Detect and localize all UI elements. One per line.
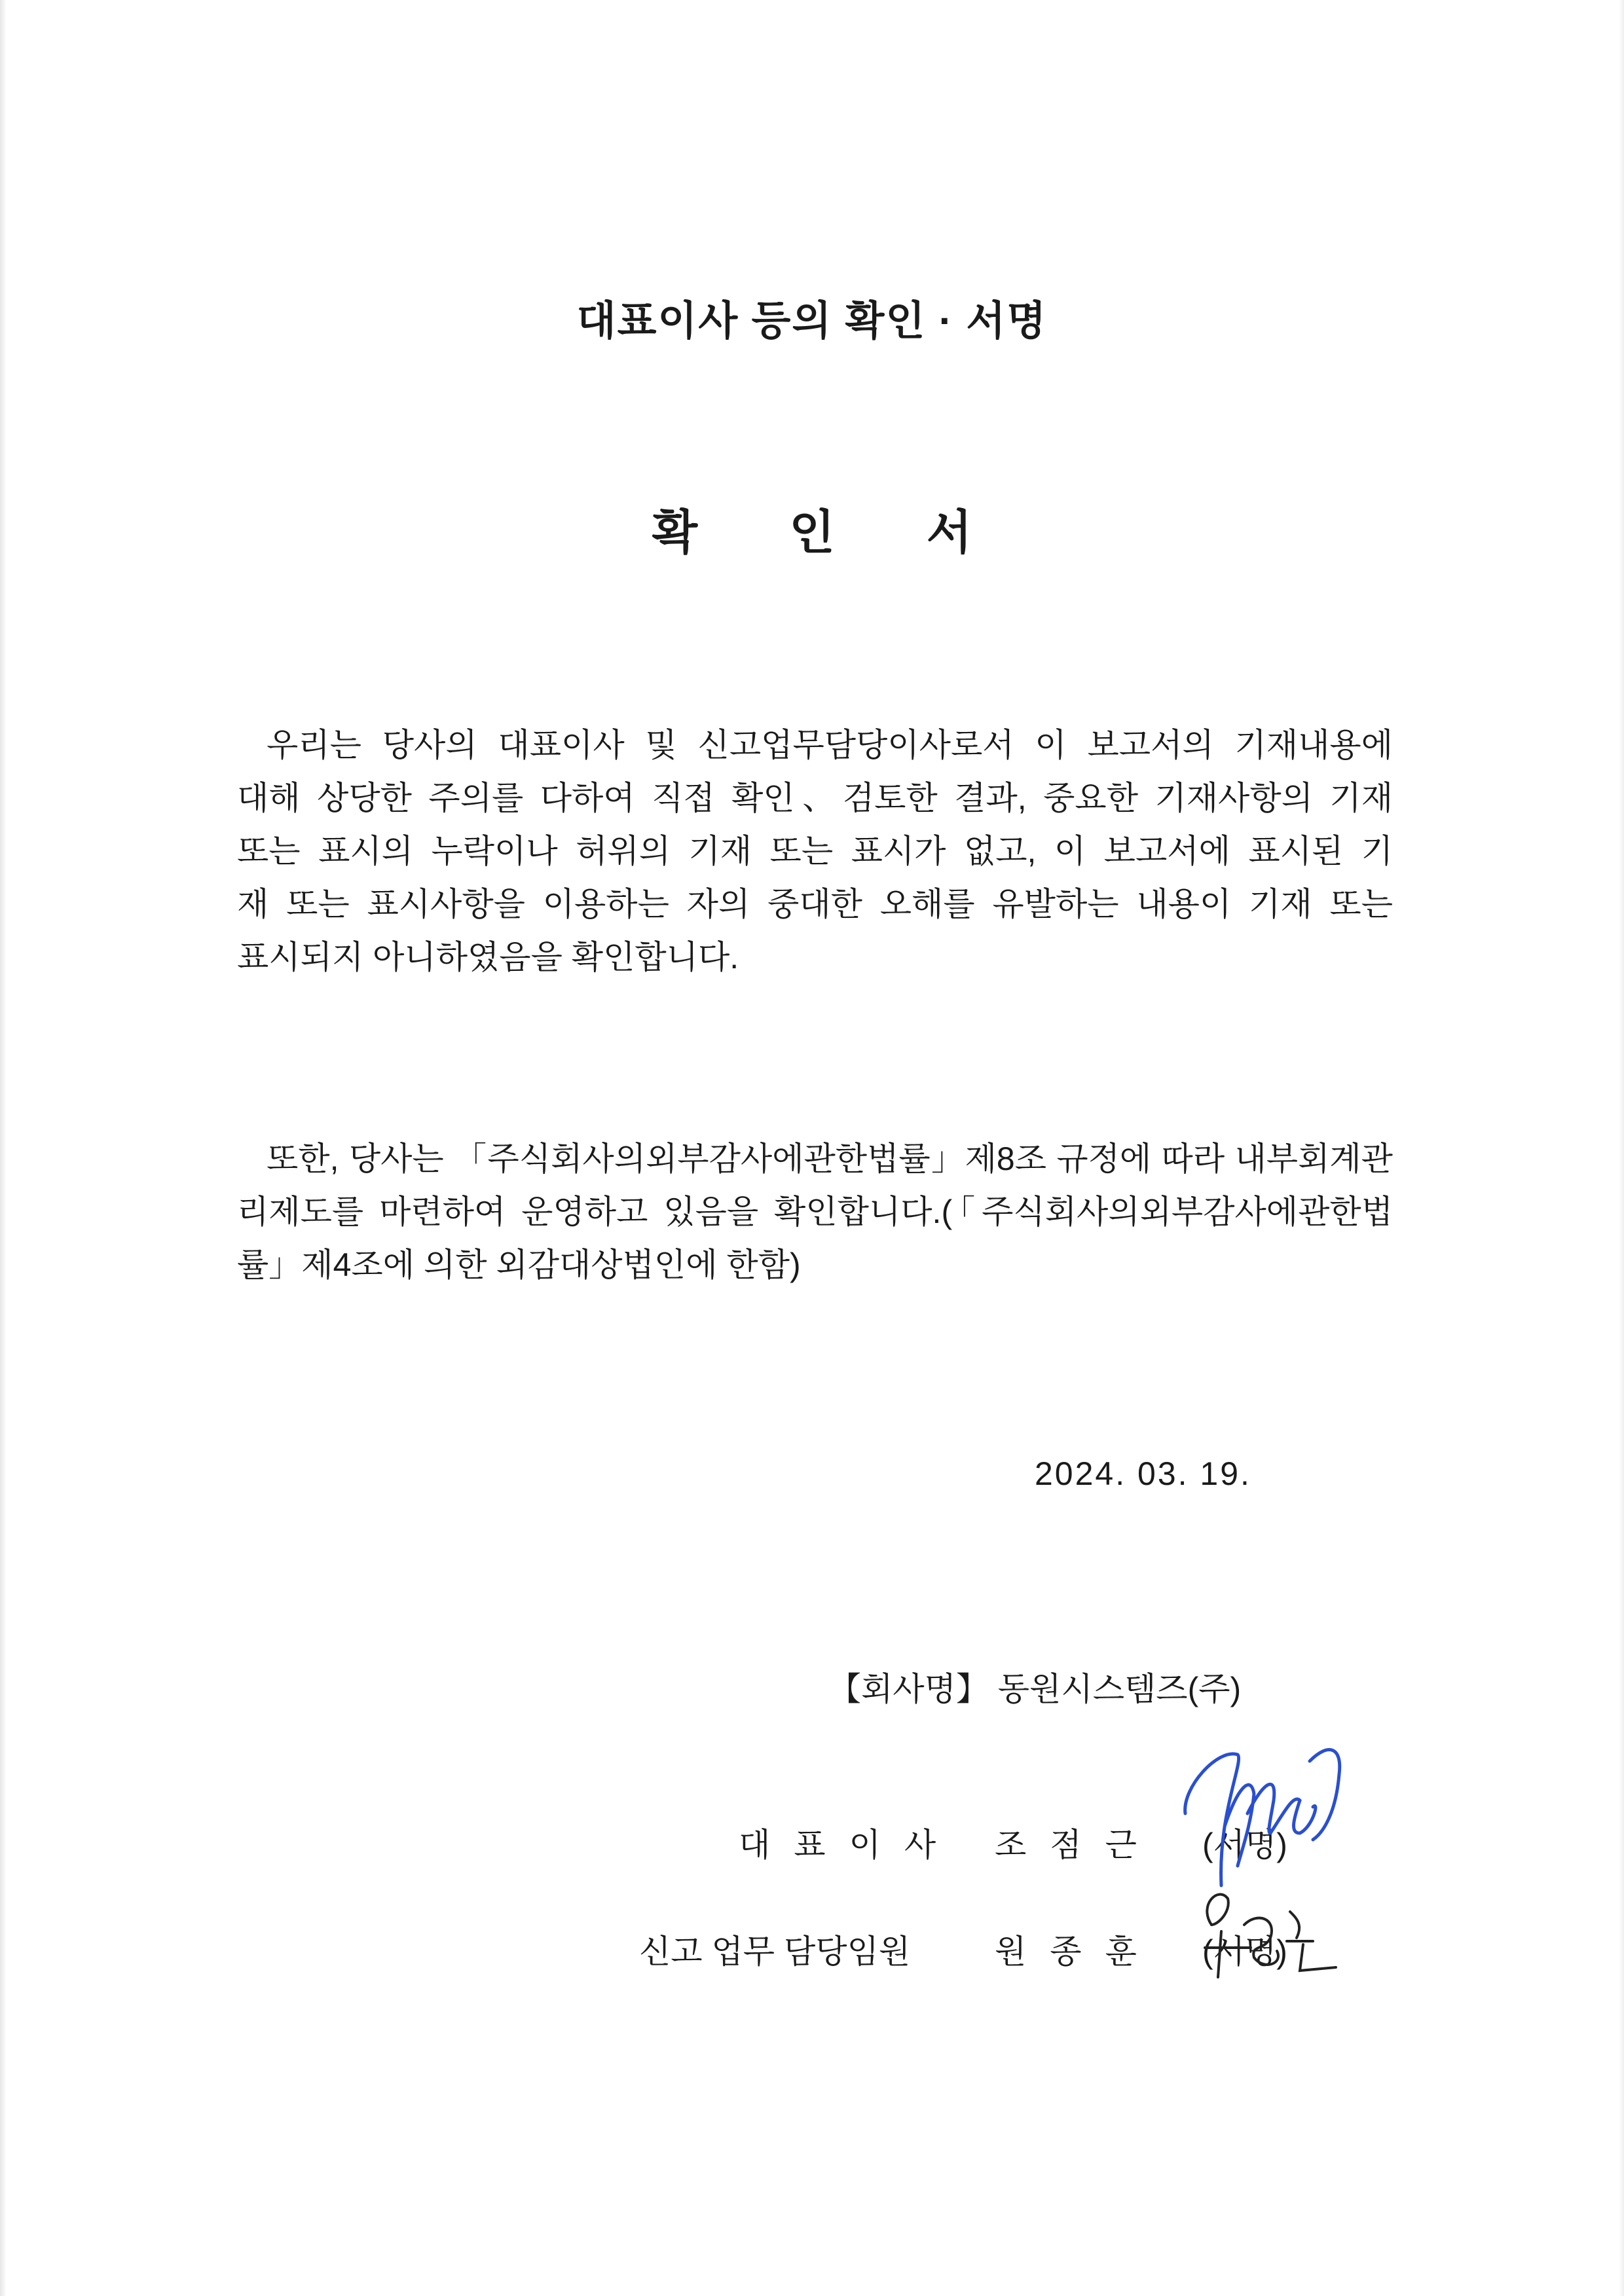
officer-sign-label: (서명): [1202, 1933, 1287, 1970]
paragraph-line: 리제도를 마련하여 운영하고 있음을 확인합니다.(「주식회사의외부감사에관한법: [237, 1194, 1393, 1230]
document-title: 대표이사 등의 확인 · 서명: [576, 299, 1048, 344]
internal-control-paragraph: [237, 1133, 1393, 1292]
paragraph-line: 또는 표시의 누락이나 허위의 기재 또는 표시가 없고, 이 보고서에 표시된 기: [237, 833, 1393, 869]
confirmation-paragraph: [237, 719, 1393, 984]
ceo-name: [995, 1819, 1160, 1866]
role-label: 대표이사: [739, 1827, 960, 1863]
name-label: 조점근: [995, 1827, 1160, 1863]
ceo-signature: [1179, 1735, 1388, 1892]
document-subtitle: 확 인 서: [652, 507, 1012, 559]
paragraph-line: 또한, 당사는 「주식회사의외부감사에관한법률」제8조 규정에 따라 내부회계관: [267, 1140, 1393, 1177]
paragraph-line: 우리는 당사의 대표이사 및 신고업무담당이사로서 이 보고서의 기재내용에: [267, 727, 1393, 763]
officer-name: [995, 1925, 1160, 1973]
officer-signature: [1192, 1886, 1362, 1984]
ceo-role: [739, 1819, 959, 1866]
paragraph-line: 표시되지 아니하였음을 확인합니다.: [237, 939, 739, 975]
ceo-sign-label: (서명): [1202, 1827, 1287, 1863]
name-label: 원종훈: [995, 1933, 1160, 1970]
paragraph-line: 률」제4조에 의한 외감대상법인에 한함): [237, 1247, 801, 1283]
paragraph-line: 대해 상당한 주의를 다하여 직접 확인、검토한 결과, 중요한 기재사항의 기재: [237, 780, 1393, 816]
document-date: 2024. 03. 19.: [1035, 1455, 1251, 1492]
paragraph-line: 재 또는 표시사항을 이용하는 자의 중대한 오해를 유발하는 내용이 기재 또는: [237, 886, 1393, 922]
company-name: 【회사명】 동원시스템즈(주): [828, 1671, 1242, 1707]
officer-role: 신고 업무 담당임원: [639, 1933, 911, 1970]
